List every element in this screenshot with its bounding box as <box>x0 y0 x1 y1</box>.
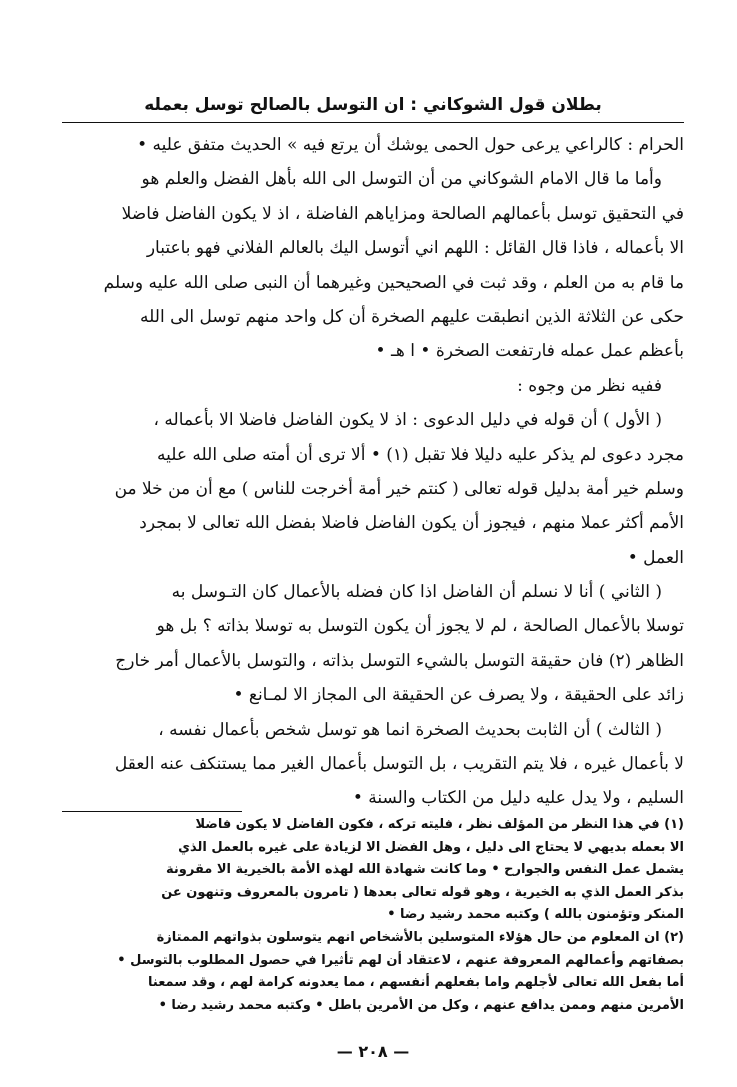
header-rule <box>62 122 684 123</box>
page-number: — ٢٠٨ — <box>336 1042 410 1061</box>
footnote-rule <box>62 811 242 812</box>
text-line: ( الأول ) أن قوله في دليل الدعوى : اذ لا يكون الفاضل فاضلا الا بأعماله ، <box>153 410 662 431</box>
main-text <box>62 128 684 816</box>
text-line: الظاهر (٢) فان حقيقة التوسل بالشيء التوسل بذاته ، والتوسل بالأعمال أمر خارج <box>115 650 684 671</box>
running-header: بطلان قول الشوكاني : ان التوسل بالصالح توسل بعمله <box>144 95 602 115</box>
text-line: السليم ، ولا يدل عليه دليل من الكتاب والسنة • <box>352 788 684 809</box>
footnote-line: (٢) ان المعلوم من حال هؤلاء المتوسلين بالأشخاص انهم يتوسلون بذواتهم الممتازة <box>156 929 684 945</box>
book-page <box>62 0 684 1087</box>
text-line: زائد على الحقيقة ، ولا يصرف عن الحقيقة الى المجاز الا لمـانع • <box>233 685 684 706</box>
footnote-line: المنكر وتؤمنون بالله ) وكتبه محمد رشيد رضا • <box>387 907 684 923</box>
text-line: الأمم أكثر عملا منهم ، فيجوز أن يكون الفاضل فاضلا بفضل الله تعالى لا بمجرد <box>139 513 684 534</box>
footnotes <box>62 814 684 1017</box>
text-line: وسلم خير أمة بدليل قوله تعالى ( كنتم خير أمة أخرجت للناس ) مع أن من خلا من <box>114 478 684 499</box>
text-line: الا بأعماله ، فاذا قال القائل : اللهم اني أتوسل اليك بالعالم الفلاني فهو باعتبار <box>146 238 684 259</box>
footnote-line: يشمل عمل النفس والجوارح • وما كانت شهادة الله لهذه الأمة بالخيرية الا مقرونة <box>166 862 684 878</box>
text-line: حكى عن الثلاثة الذين انطبقت عليهم الصخرة أن كل واحد منهم توسل الى الله <box>140 306 684 327</box>
footnote-line: (١) في هذا النظر من المؤلف نظر ، فليته تركه ، فكون الفاضل لا يكون فاضلا <box>195 817 684 832</box>
text-line: في التحقيق توسل بأعمالهم الصالحة ومزاياهم الفاضلة ، اذ لا يكون الفاضل فاضلا <box>121 203 684 224</box>
text-line: ففيه نظر من وجوه : <box>517 375 662 396</box>
text-line: توسلا بالأعمال الصالحة ، لم لا يجوز أن يكون التوسل به توسلا بذاته ؟ بل هو <box>156 616 684 637</box>
footnote-line: أما بفعل الله تعالى لأجلهم واما بفعلهم أنفسهم ، مما يعدونه كرامة لهم ، وقد سمعنا <box>148 975 684 991</box>
text-line: ( الثاني ) أنا لا نسلم أن الفاضل اذا كان فضله بالأعمال كان التـوسل به <box>171 582 662 603</box>
footnote-line: بصفاتهم وأعمالهم المعروفة عنهم ، لاعتقاد أن لهم تأثيرا في حصول المطلوب بالتوسل • <box>117 952 684 968</box>
footnote-line: الأمرين منهم وممن يدافع عنهم ، وكل من الأمرين باطل • وكتبه محمد رشيد رضا • <box>158 997 684 1013</box>
text-line: بأعظم عمل عمله فارتفعت الصخرة • ا هـ • <box>375 341 684 362</box>
text-line: وأما ما قال الامام الشوكاني من أن التوسل الى الله بأهل الفضل والعلم هو <box>141 169 662 190</box>
text-line: الحرام : كالراعي يرعى حول الحمى يوشك أن يرتع فيه » الحديث متفق عليه • <box>137 135 684 155</box>
text-line: مجرد دعوى لم يذكر عليه دليلا فلا تقبل (١) • ألا ترى أن أمته صلى الله عليه <box>156 444 684 465</box>
text-line: ما قام به من العلم ، وقد ثبت في الصحيحين وغيرهما أن النبى صلى الله عليه وسلم <box>103 272 684 293</box>
text-line: العمل • <box>627 547 684 568</box>
text-line: ( الثالث ) أن الثابت بحديث الصخرة انما هو توسل شخص بأعمال نفسه ، <box>158 719 662 740</box>
footnote-line: بذكر العمل الذي به الخيرية ، وهو قوله تعالى بعدها ( تامرون بالمعروف وتنهون عن <box>161 884 684 900</box>
footnote-line: الا بعمله بديهي لا يحتاج الى دليل ، وهل الفضل الا لزيادة على غيره بالعمل الذي <box>178 839 684 855</box>
text-line: لا بأعمال غيره ، فلا يتم التقريب ، بل التوسل بأعمال الغير مما يستنكف عنه العقل <box>114 754 684 775</box>
